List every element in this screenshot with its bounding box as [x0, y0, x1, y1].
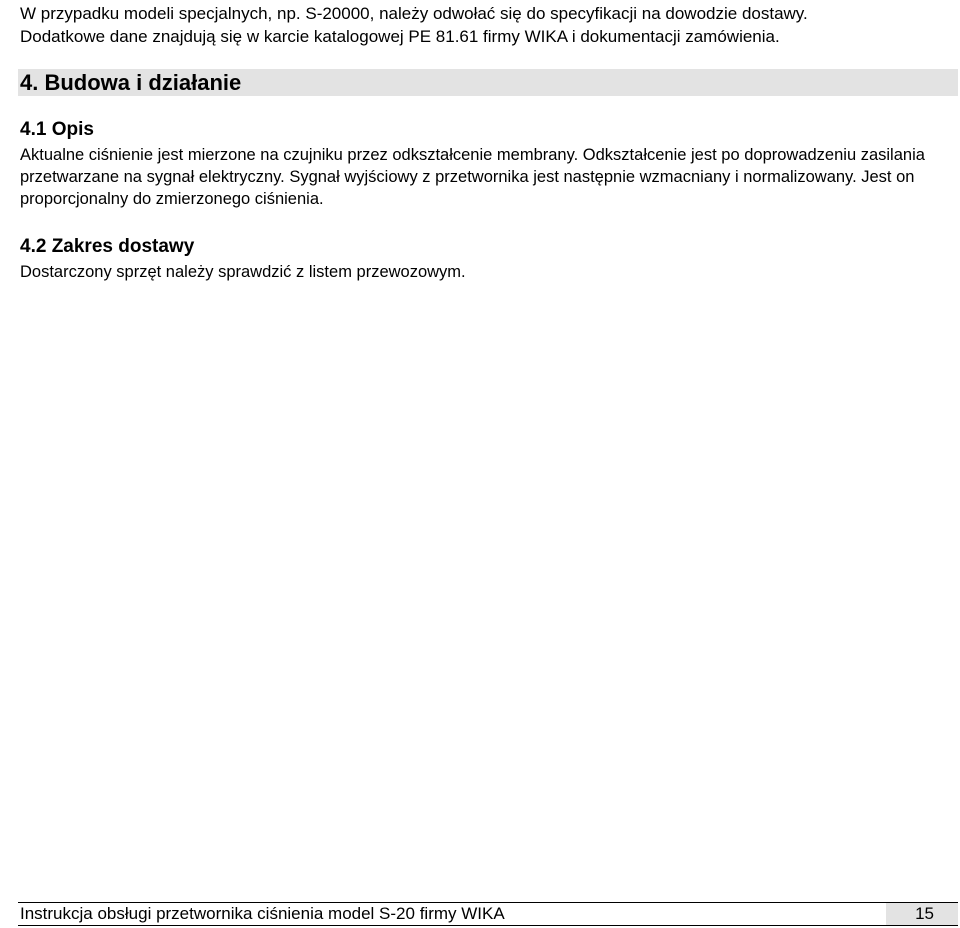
section-4-2-heading: 4.2 Zakres dostawy: [20, 236, 195, 257]
intro-line-2: Dodatkowe dane znajdują się w karcie katalogowej PE 81.61 firmy WIKA i dokumentacji zamówienia.: [20, 27, 780, 46]
page-footer: [18, 902, 958, 926]
footer-title: Instrukcja obsługi przetwornika ciśnienia model S-20 firmy WIKA: [20, 904, 505, 923]
intro-paragraph: [20, 2, 950, 48]
intro-line-1: W przypadku modeli specjalnych, np. S-20000, należy odwołać się do specyfikacji na dowodzie dostawy.: [20, 4, 808, 23]
section-4-1-body: Aktualne ciśnienie jest mierzone na czujniku przez odkształcenie membrany. Odkształcenie jest po doprowadzeniu zasilania przetwarzane na sygnał elektryczny. Sygnał wyjściowy z przetwornika jest następnie wzmacniany i normalizowany. Jest on proporcjonalny do zmierzonego ciśnienia.: [20, 146, 925, 208]
chapter-heading-bar: [18, 69, 958, 96]
page-number: 15: [886, 903, 958, 925]
section-4-1: [20, 118, 950, 210]
section-4-1-heading: 4.1 Opis: [20, 119, 94, 140]
chapter-title: 4. Budowa i działanie: [20, 70, 242, 95]
section-4-2-body: Dostarczony sprzęt należy sprawdzić z listem przewozowym.: [20, 263, 466, 281]
section-4-2: [20, 235, 950, 283]
